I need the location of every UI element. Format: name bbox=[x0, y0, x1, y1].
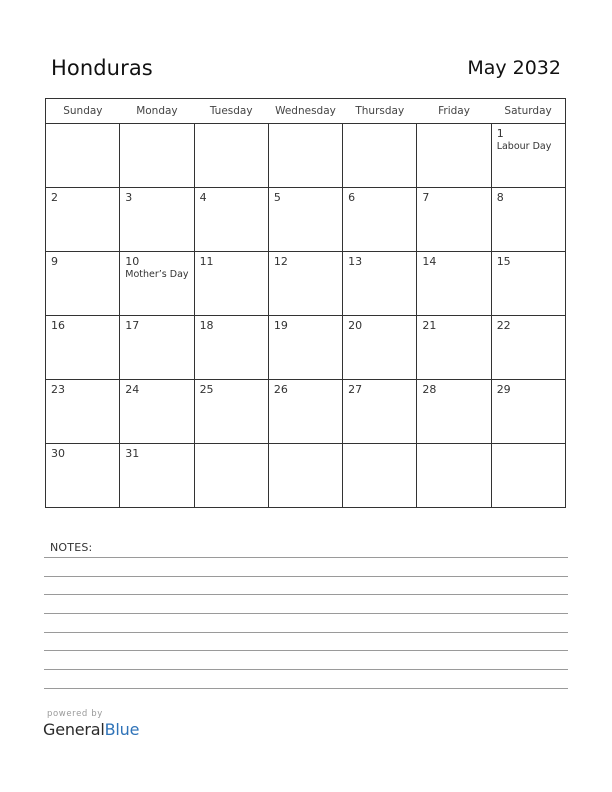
day-number: 22 bbox=[496, 319, 511, 332]
day-number: 5 bbox=[273, 191, 281, 204]
day-cell[interactable] bbox=[491, 444, 565, 508]
day-number: 15 bbox=[496, 255, 511, 268]
notes-line bbox=[44, 613, 568, 614]
day-cell[interactable] bbox=[194, 380, 268, 444]
day-cell[interactable] bbox=[194, 188, 268, 252]
day-number: 24 bbox=[125, 383, 140, 396]
day-number: 1 bbox=[496, 127, 504, 140]
day-cell[interactable] bbox=[268, 444, 342, 508]
day-cell[interactable] bbox=[343, 252, 417, 316]
day-cell[interactable] bbox=[268, 380, 342, 444]
week-row bbox=[46, 252, 566, 316]
day-cell[interactable] bbox=[46, 316, 120, 380]
day-cell[interactable] bbox=[120, 316, 194, 380]
day-number: 9 bbox=[51, 255, 58, 268]
day-number: 16 bbox=[51, 319, 65, 332]
day-number: 30 bbox=[51, 447, 65, 460]
day-number: 10 bbox=[125, 255, 140, 268]
day-number: 6 bbox=[348, 191, 356, 204]
day-cell[interactable] bbox=[194, 252, 268, 316]
day-cell[interactable] bbox=[268, 124, 342, 188]
day-cell[interactable] bbox=[120, 252, 194, 316]
day-cell[interactable] bbox=[120, 380, 194, 444]
day-cell[interactable] bbox=[343, 124, 417, 188]
day-number: 3 bbox=[125, 191, 133, 204]
day-number: 19 bbox=[273, 319, 288, 332]
weekday-sunday: Sunday bbox=[46, 99, 120, 124]
day-cell[interactable] bbox=[417, 316, 491, 380]
day-cell[interactable] bbox=[46, 380, 120, 444]
notes-line bbox=[44, 650, 568, 651]
day-cell[interactable] bbox=[120, 124, 194, 188]
day-cell[interactable] bbox=[343, 444, 417, 508]
generalblue-logo[interactable] bbox=[43, 720, 139, 739]
day-cell[interactable] bbox=[491, 188, 565, 252]
day-number: 7 bbox=[422, 191, 430, 204]
day-number: 11 bbox=[199, 255, 214, 268]
day-number: 27 bbox=[348, 383, 363, 396]
day-number: 21 bbox=[422, 319, 437, 332]
day-cell[interactable] bbox=[417, 188, 491, 252]
day-cell[interactable] bbox=[417, 444, 491, 508]
day-number: 4 bbox=[199, 191, 207, 204]
brand-blue-text: Blue bbox=[104, 720, 140, 739]
notes-line bbox=[44, 632, 568, 633]
weekday-thursday: Thursday bbox=[343, 99, 417, 124]
day-number: 17 bbox=[125, 319, 140, 332]
day-number: 12 bbox=[273, 255, 288, 268]
weekday-wednesday: Wednesday bbox=[268, 99, 342, 124]
weekday-tuesday: Tuesday bbox=[194, 99, 268, 124]
month-year-title: May 2032 bbox=[467, 57, 561, 79]
day-cell[interactable] bbox=[491, 124, 565, 188]
day-cell[interactable] bbox=[46, 444, 120, 508]
day-number: 14 bbox=[422, 255, 437, 268]
day-cell[interactable] bbox=[417, 124, 491, 188]
day-number: 23 bbox=[51, 383, 65, 396]
day-cell[interactable] bbox=[194, 316, 268, 380]
day-cell[interactable] bbox=[491, 316, 565, 380]
day-cell[interactable] bbox=[120, 444, 194, 508]
day-cell[interactable] bbox=[268, 316, 342, 380]
day-number: 13 bbox=[348, 255, 363, 268]
holiday-label: Labour Day bbox=[496, 141, 552, 152]
week-row bbox=[46, 380, 566, 444]
week-row bbox=[46, 188, 566, 252]
holiday-label: Mother’s Day bbox=[125, 269, 189, 280]
week-row bbox=[46, 124, 566, 188]
notes-line bbox=[44, 594, 568, 595]
day-cell[interactable] bbox=[491, 252, 565, 316]
brand-general-text: General bbox=[43, 720, 105, 739]
notes-label: NOTES: bbox=[50, 541, 93, 554]
day-number: 28 bbox=[422, 383, 437, 396]
notes-line bbox=[44, 557, 568, 558]
day-cell[interactable] bbox=[343, 380, 417, 444]
day-number: 8 bbox=[496, 191, 504, 204]
day-number: 29 bbox=[496, 383, 511, 396]
day-cell[interactable] bbox=[194, 444, 268, 508]
notes-line bbox=[44, 669, 568, 670]
day-cell[interactable] bbox=[417, 380, 491, 444]
day-cell[interactable] bbox=[268, 188, 342, 252]
weekday-saturday: Saturday bbox=[491, 99, 565, 124]
notes-line bbox=[44, 688, 568, 689]
weekday-header-row bbox=[46, 99, 566, 124]
day-cell[interactable] bbox=[46, 124, 120, 188]
day-cell[interactable] bbox=[491, 380, 565, 444]
day-cell[interactable] bbox=[46, 252, 120, 316]
day-cell[interactable] bbox=[417, 252, 491, 316]
page-title-country: Honduras bbox=[51, 56, 153, 80]
calendar-grid bbox=[45, 98, 566, 508]
day-cell[interactable] bbox=[268, 252, 342, 316]
day-number: 2 bbox=[51, 191, 58, 204]
weekday-monday: Monday bbox=[120, 99, 194, 124]
notes-line bbox=[44, 576, 568, 577]
week-row bbox=[46, 444, 566, 508]
day-number: 26 bbox=[273, 383, 288, 396]
day-number: 25 bbox=[199, 383, 214, 396]
day-cell[interactable] bbox=[343, 316, 417, 380]
weekday-friday: Friday bbox=[417, 99, 491, 124]
day-number: 20 bbox=[348, 319, 363, 332]
week-row bbox=[46, 316, 566, 380]
day-cell[interactable] bbox=[120, 188, 194, 252]
day-cell[interactable] bbox=[46, 188, 120, 252]
day-number: 31 bbox=[125, 447, 140, 460]
day-cell[interactable] bbox=[194, 124, 268, 188]
day-number: 18 bbox=[199, 319, 214, 332]
powered-by-text: powered by bbox=[47, 709, 103, 719]
day-cell[interactable] bbox=[343, 188, 417, 252]
